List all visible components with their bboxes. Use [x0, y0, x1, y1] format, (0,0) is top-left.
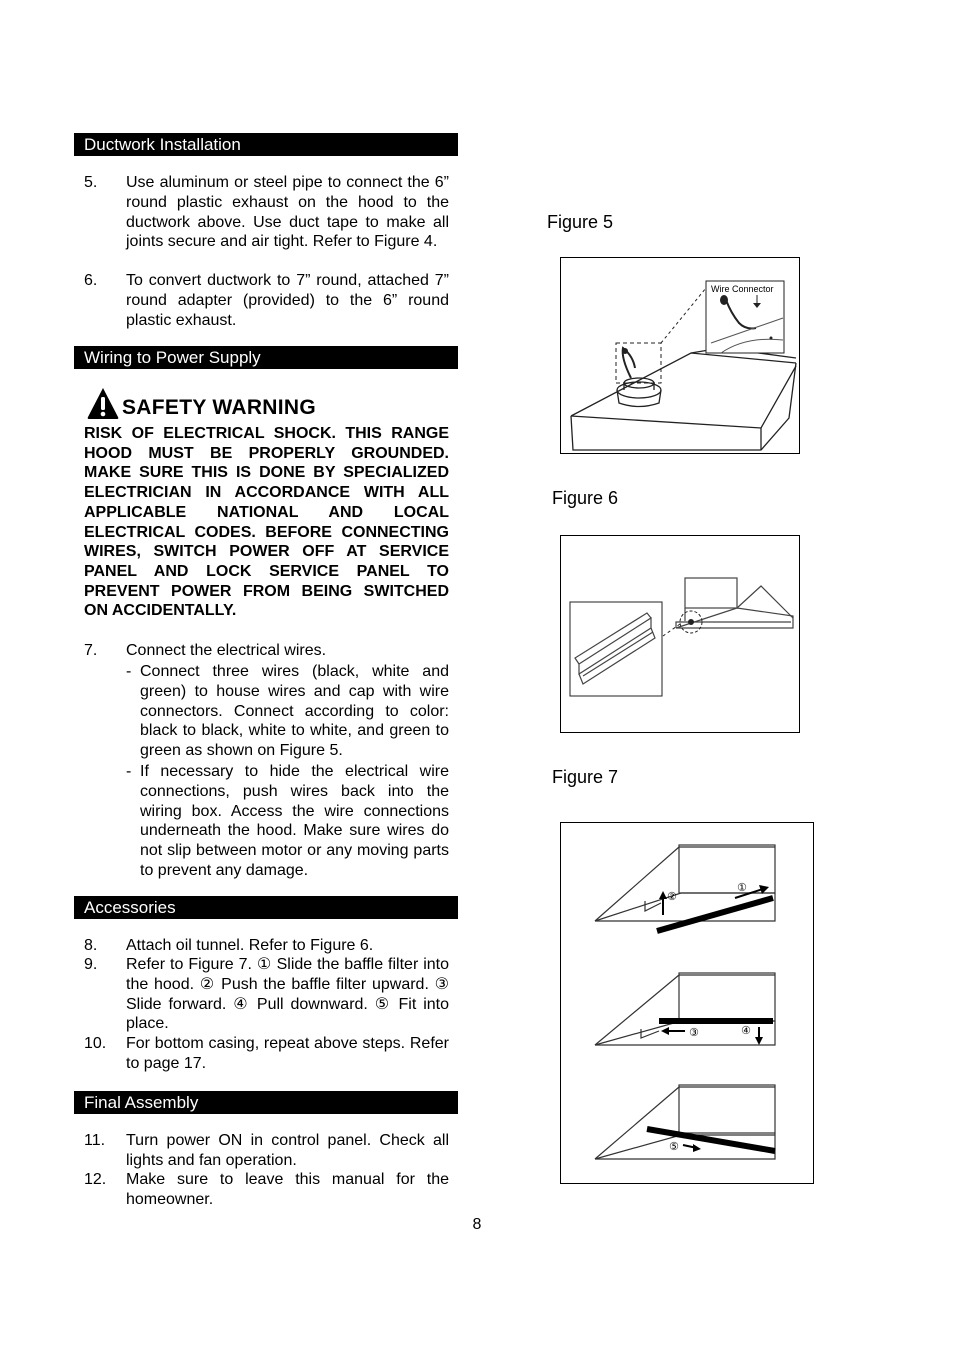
list-number: 10. — [84, 1035, 107, 1052]
list-text: To convert ductwork to 7” round, attached 7” round adapter (provided) to the 6” round plastic exhaust. — [126, 272, 449, 329]
list-text: Make sure to leave this manual for the homeowner. — [126, 1171, 449, 1208]
range-hood-wiring-illustration — [561, 258, 799, 453]
section-header-ductwork: Ductwork Installation — [74, 133, 458, 156]
list-text: For bottom casing, repeat above steps. Refer to page 17. — [126, 1035, 449, 1072]
list-number: 12. — [84, 1171, 107, 1188]
list-number: 7. — [84, 642, 98, 659]
safety-warning-heading — [86, 384, 316, 420]
section-header-final-assembly: Final Assembly — [74, 1091, 458, 1114]
list-item-11 — [84, 1131, 449, 1171]
oil-tunnel-illustration — [561, 536, 799, 732]
baffle-filter-steps-illustration — [561, 823, 813, 1183]
sub-bullet: - — [126, 663, 132, 680]
step-5-marker: ⑤ — [669, 1140, 679, 1153]
list-number: 8. — [84, 937, 98, 954]
list-item-7 — [84, 641, 449, 661]
list-text: Attach oil tunnel. Refer to Figure 6. — [126, 937, 374, 954]
sub-item-7b — [126, 762, 449, 881]
list-number: 6. — [84, 272, 98, 289]
sub-item-7a — [126, 662, 449, 761]
figure-5-image — [560, 257, 800, 454]
figure-7-image — [560, 822, 814, 1184]
section-header-wiring: Wiring to Power Supply — [74, 346, 458, 369]
page-number: 8 — [472, 1216, 482, 1233]
list-item-9 — [84, 955, 449, 1034]
list-number: 9. — [84, 956, 98, 973]
step-3-marker: ③ — [689, 1026, 699, 1039]
list-text: Refer to Figure 7. ① Slide the baffle filter into the hood. ② Push the baffle filter upward. ③ Slide forward. ④ Pull downward. ⑤ Fit into place. — [126, 956, 449, 1033]
sub-text: If necessary to hide the electrical wire connections, push wires back into the wiring box. Access the wire connections underneath the hood. Make sure wires do not slip between motor or any moving parts to prevent any damage. — [140, 763, 449, 879]
safety-warning-text: RISK OF ELECTRICAL SHOCK. THIS RANGE HOOD MUST BE PROPERLY GROUNDED. MAKE SURE THIS IS DONE BY SPECIALIZED ELECTRICIAN IN ACCORDANCE WITH ALL APPLICABLE NATIONAL AND LOCAL ELECTRICAL CODES. BEFORE CONNECTING WIRES, SWITCH POWER OFF AT SERVICE PANEL AND LOCK SERVICE PANEL TO PREVENT POWER FROM BEING SWITCHED ON ACCIDENTALLY. — [84, 425, 449, 620]
step-4-marker: ④ — [741, 1024, 751, 1037]
list-item-6 — [84, 271, 449, 330]
safety-warning-title: SAFETY WARNING — [122, 396, 316, 419]
list-item-5 — [84, 173, 449, 252]
figure-6-label: Figure 6 — [552, 488, 619, 508]
list-text: Use aluminum or steel pipe to connect the 6” round plastic exhaust on the hood to the ductwork above. Use duct tape to make all joints secure and air tight. Refer to Figure 4. — [126, 174, 449, 251]
step-1-marker: ① — [737, 881, 747, 894]
list-text: Connect the electrical wires. — [126, 642, 327, 659]
step-2-marker: ② — [667, 890, 677, 903]
figure-6-image — [560, 535, 800, 733]
list-item-10 — [84, 1034, 449, 1074]
list-text: Turn power ON in control panel. Check all lights and fan operation. — [126, 1132, 449, 1169]
list-number: 11. — [84, 1132, 106, 1149]
wire-connector-callout: Wire Connector — [711, 284, 774, 294]
list-item-12 — [84, 1170, 449, 1210]
warning-triangle-icon — [86, 386, 120, 420]
list-item-8 — [84, 936, 449, 956]
sub-text: Connect three wires (black, white and green) to house wires and cap with wire connectors. Connect according to color: black to black, white to white, and green to green as shown on Figure 5. — [140, 663, 449, 760]
sub-bullet: - — [126, 763, 132, 780]
figure-7-label: Figure 7 — [552, 767, 619, 787]
list-number: 5. — [84, 174, 98, 191]
figure-5-label: Figure 5 — [547, 212, 614, 232]
section-header-accessories: Accessories — [74, 896, 458, 919]
